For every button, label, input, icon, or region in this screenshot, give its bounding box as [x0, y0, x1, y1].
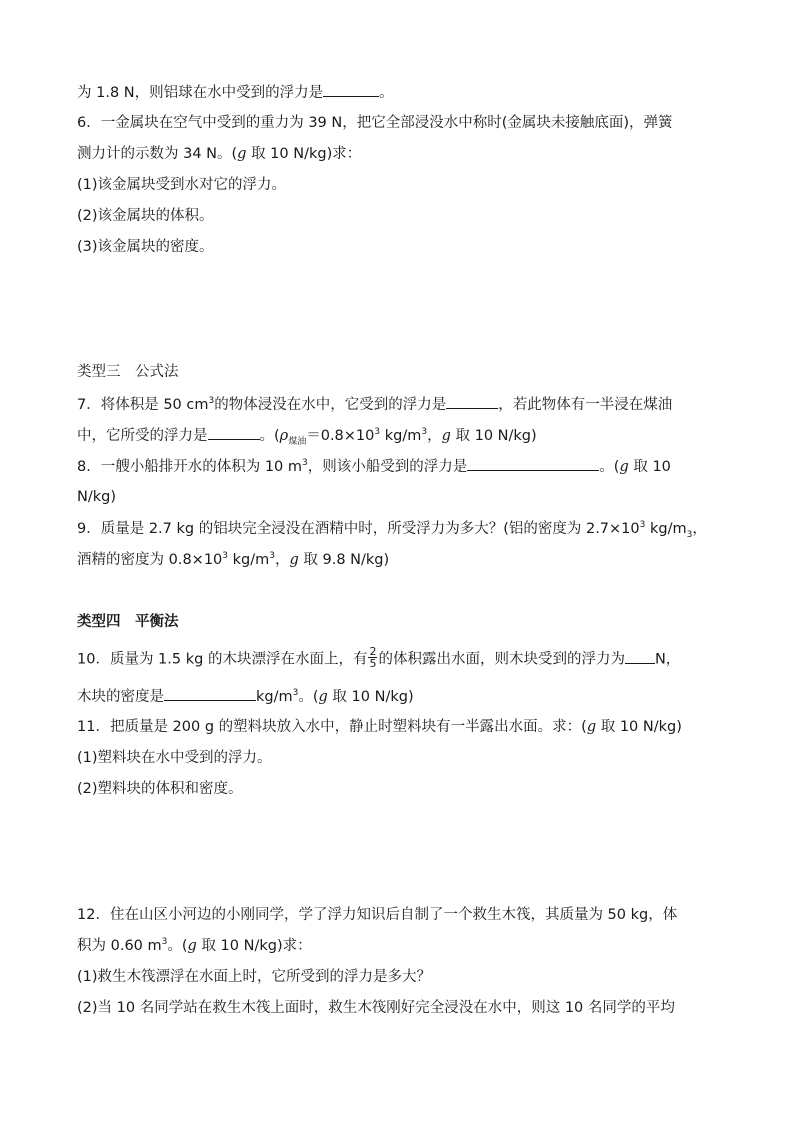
- q12-sub-2: (2)当 10 名同学站在救生木筏上面时，救生木筏刚好完全浸没在水中，则这 10 名同学的平均: [77, 1000, 675, 1016]
- q8-line-1: 8．一艘小船排开水的体积为 10 $m^3$，则该小船受到的浮力是 。(g 取 10: [77, 456, 727, 477]
- q6-line-2: 测力计的示数为 34 N。(g 取 10 N/kg)求：: [77, 146, 362, 162]
- q12-line-1: 12．住在山区小河边的小刚同学，学了浮力知识后自制了一个救生木筏，其质量为 50 kg，体: [77, 907, 678, 923]
- q12-line-2: 积为 0.60 $m^3$。(g 取 10 N/kg)求：: [77, 937, 312, 954]
- q6-line-1: 6．一金属块在空气中受到的重力为 39 N，把它全部浸没水中称时(金属块未接触底面)，弹簧: [77, 115, 673, 131]
- q9-line-2: 酒精的密度为 $0.8\times 10^3$ $kg/m^3$，g 取 9.8 N/kg): [77, 551, 390, 568]
- section-heading-type3: 类型三 公式法: [77, 364, 179, 380]
- q11-sub-1: (1)塑料块在水中受到的浮力。: [77, 750, 272, 766]
- q7-line-1: 7．将体积是 50 $cm^3$的物体浸没在水中，它受到的浮力是 ，若此物体有一半浸在煤油: [77, 394, 727, 415]
- q12-sub-1: (1)救生木筏漂浮在水面上时，它所受到的浮力是多大？: [77, 969, 432, 985]
- answer-blank[interactable]: [164, 686, 256, 701]
- fraction: $\frac{2}{5}$: [369, 645, 377, 670]
- answer-blank[interactable]: [625, 649, 655, 664]
- q5-tail: 为 1.8 N，则铝球在水中受到的浮力是 。: [77, 82, 727, 103]
- q6-sub-1: (1)该金属块受到水对它的浮力。: [77, 177, 287, 193]
- answer-blank[interactable]: [323, 82, 379, 97]
- section-heading-type4: 类型四 平衡法: [77, 614, 179, 630]
- answer-blank[interactable]: [208, 425, 260, 440]
- q10-line-2: 木块的密度是 $kg/m^3$。(g 取 10 N/kg): [77, 686, 727, 707]
- q6-sub-2: (2)该金属块的体积。: [77, 208, 214, 224]
- q7-line-2: 中，它所受的浮力是 。($\rho_{煤油}=0.8\times 10^3$ $kg/m^3$，g 取 10 N/kg): [77, 425, 727, 446]
- answer-blank[interactable]: [446, 394, 498, 409]
- q10-line-1: 10．质量为 1.5 kg 的木块漂浮在水面上，有 $\frac{2}{5}$ 的体积露出水面，则木块受到的浮力为 N，: [77, 645, 681, 670]
- q11-line-1: 11．把质量是 200 g 的塑料块放入水中，静止时塑料块有一半露出水面。求：(g 取 10 N/kg): [77, 719, 682, 735]
- q9-line-1: 9．质量是 2.7 kg 的铝块完全浸没在酒精中时，所受浮力为多大？(铝的密度为 $2.7\times 10^3$ $kg/m_3$，: [77, 520, 707, 540]
- q11-sub-2: (2)塑料块的体积和密度。: [77, 781, 243, 797]
- answer-blank[interactable]: [467, 456, 599, 471]
- q6-sub-3: (3)该金属块的密度。: [77, 239, 214, 255]
- q8-line-2: N/kg): [77, 489, 116, 505]
